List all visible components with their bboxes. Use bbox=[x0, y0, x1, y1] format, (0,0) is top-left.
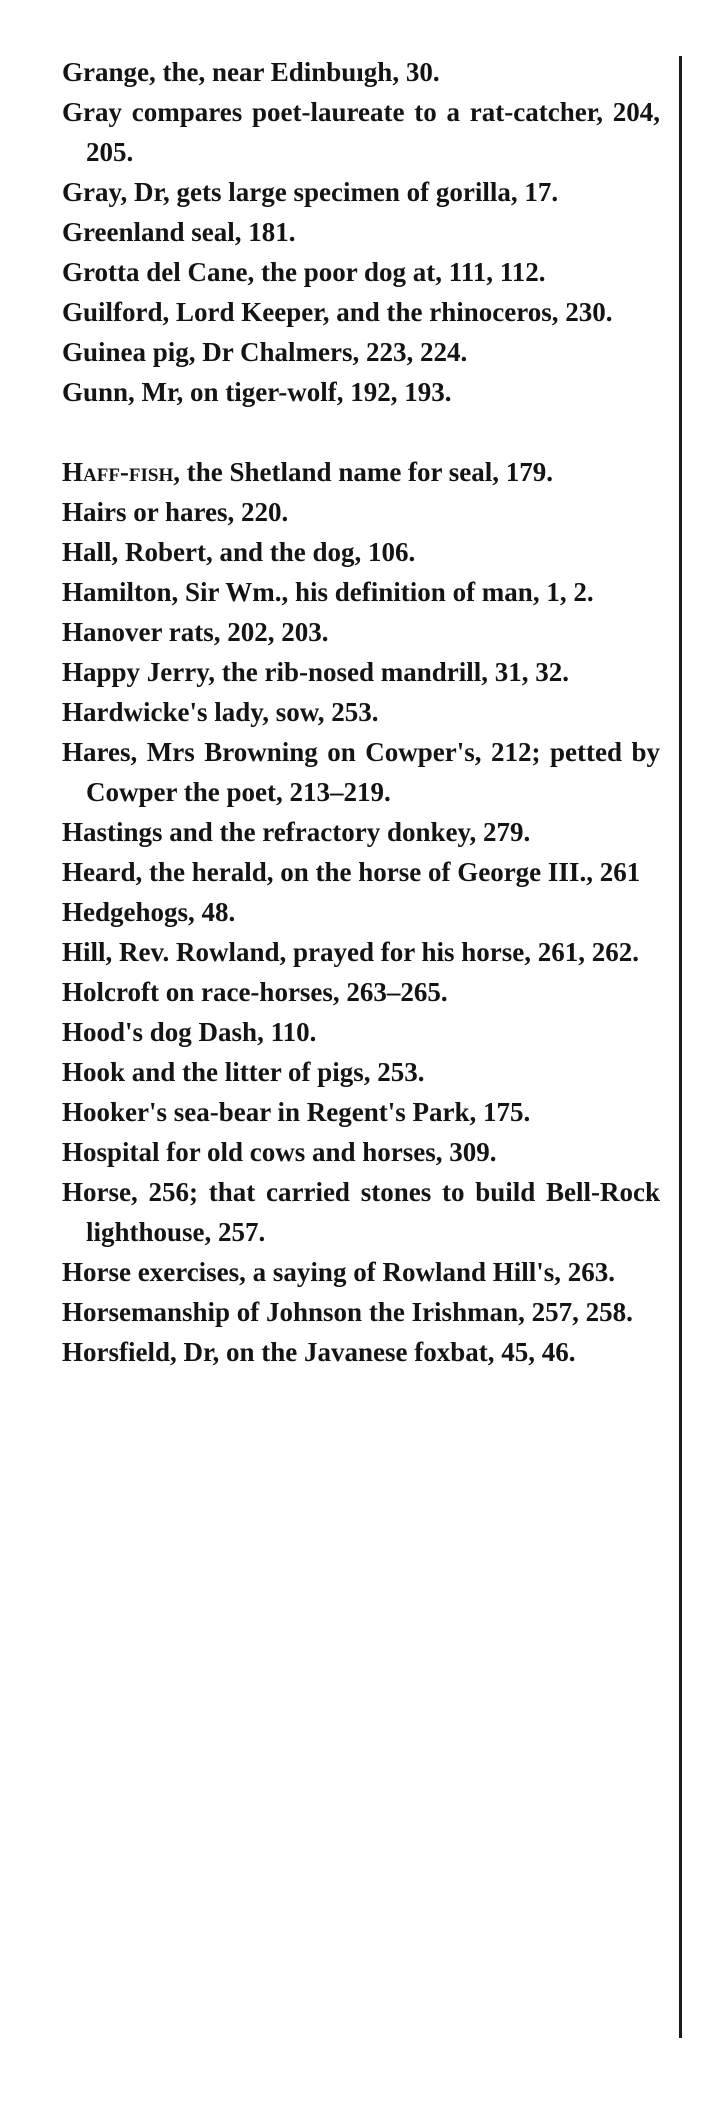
index-entry: Hardwicke's lady, sow, 253. bbox=[62, 697, 379, 727]
index-entry: Horsemanship of Johnson the Irishman, 257, 258. bbox=[62, 1297, 633, 1327]
index-entry: Hook and the litter of pigs, 253. bbox=[62, 1057, 425, 1087]
index-entry: Heard, the herald, on the horse of George III., 261 bbox=[62, 857, 641, 887]
index-entry: Greenland seal, 181. bbox=[62, 217, 296, 247]
column-rule bbox=[679, 56, 682, 2038]
index-entry: Guilford, Lord Keeper, and the rhinoceros, 230. bbox=[62, 297, 613, 327]
headword: Haff-fish bbox=[62, 457, 174, 487]
index-entry: Gray compares poet-laureate to a rat-catcher, 204, 205. bbox=[62, 97, 660, 167]
index-entry: Haff-fish, the Shetland name for seal, 179. bbox=[62, 457, 554, 487]
index-entry: Guinea pig, Dr Chalmers, 223, 224. bbox=[62, 337, 468, 367]
index-entry: Holcroft on race-horses, 263–265. bbox=[62, 977, 448, 1007]
index-entry: Hastings and the refractory donkey, 279. bbox=[62, 817, 531, 847]
index-entry: Hooker's sea-bear in Regent's Park, 175. bbox=[62, 1097, 531, 1127]
index-column bbox=[62, 52, 660, 1372]
index-entry: Hill, Rev. Rowland, prayed for his horse, 261, 262. bbox=[62, 937, 640, 967]
index-entry: Hospital for old cows and horses, 309. bbox=[62, 1137, 497, 1167]
index-entry: Hares, Mrs Browning on Cowper's, 212; petted by Cowper the poet, 213–219. bbox=[62, 737, 660, 807]
index-entry: Hall, Robert, and the dog, 106. bbox=[62, 537, 416, 567]
index-entry: Grotta del Cane, the poor dog at, 111, 112. bbox=[62, 257, 546, 287]
index-entry: Hamilton, Sir Wm., his definition of man, 1, 2. bbox=[62, 577, 594, 607]
index-entry: Horsfield, Dr, on the Javanese foxbat, 45, 46. bbox=[62, 1337, 576, 1367]
index-entry: Horse, 256; that carried stones to build Bell-Rock lighthouse, 257. bbox=[62, 1177, 660, 1247]
index-entry: Hanover rats, 202, 203. bbox=[62, 617, 329, 647]
section-gap bbox=[62, 412, 660, 452]
index-entry: Horse exercises, a saying of Rowland Hill's, 263. bbox=[62, 1257, 615, 1287]
index-entry: Hood's dog Dash, 110. bbox=[62, 1017, 317, 1047]
index-entry: Grange, the, near Edinbuıgh, 30. bbox=[62, 57, 440, 87]
index-entry: Gray, Dr, gets large specimen of gorilla, 17. bbox=[62, 177, 559, 207]
index-entry: Happy Jerry, the rib-nosed mandrill, 31, 32. bbox=[62, 657, 570, 687]
index-entry: Hedgehogs, 48. bbox=[62, 897, 236, 927]
index-entry: Gunn, Mr, on tiger-wolf, 192, 193. bbox=[62, 377, 452, 407]
index-entry: Hairs or hares, 220. bbox=[62, 497, 289, 527]
